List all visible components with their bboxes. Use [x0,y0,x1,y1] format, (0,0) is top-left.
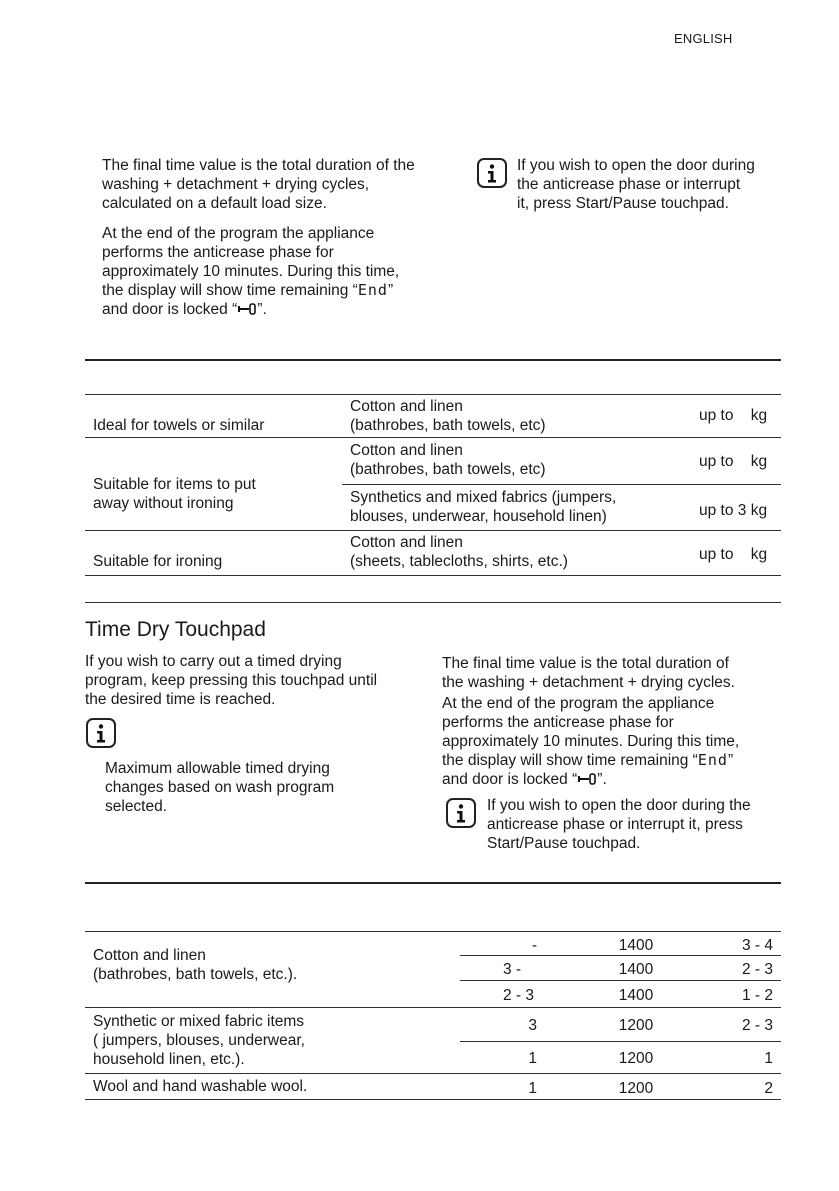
section-title: Time Dry Touchpad [85,618,266,641]
language-label: ENGLISH [674,31,733,46]
table-cell-spin-speed: 1400 [618,937,654,954]
door-lock-icon [237,301,257,313]
table-cell-fabric [350,533,568,571]
time-dry-left-info-text [105,759,405,816]
text-fragment: ” [727,752,734,769]
table-cell-drying-time: 3 - 4 [741,937,773,954]
row-divider [85,437,781,438]
table-cell-load: 1 [528,1050,537,1067]
info-icon [477,158,507,188]
info-icon [446,798,476,828]
table-cell-fabric [350,397,546,435]
top-left-paragraph-1 [102,156,462,213]
time-dry-right-info-text [487,796,787,853]
text-fragment: the display will show time remaining “ [102,282,358,299]
table-cell-load: up to kg [699,546,768,563]
text-line: Start/Pause touchpad. [487,835,641,852]
text-line: approximately 10 minutes. During this time, [442,733,740,750]
table-cell-use [93,475,256,513]
text-line: the desired time is reached. [85,691,276,708]
section-divider [85,602,781,603]
table-cell-load: up to kg [699,407,768,424]
text-line: At the end of the program the appliance [442,695,715,712]
end-display-symbol: End [697,751,728,769]
text-line: performs the anticrease phase for [442,714,674,731]
time-dry-right-paragraph-2 [442,694,782,789]
text-line: it, press Start/Pause touchpad. [517,195,729,212]
text-fragment: ” [387,282,394,299]
text-line: Synthetics and mixed fabrics (jumpers, [350,489,617,506]
row-divider [460,1041,781,1042]
end-display-symbol: End [357,281,388,299]
row-divider [85,1007,781,1008]
row-divider [460,955,781,956]
table-cell-spin-speed: 1200 [618,1017,654,1034]
table-cell-load: 3 - [503,961,522,978]
time-dry-right-paragraph-1 [442,654,782,692]
table-cell-fabric [350,441,546,479]
text-fragment: ”. [257,301,267,318]
table-cell-fabric-group [93,1012,305,1069]
text-line: (sheets, tablecloths, shirts, etc.) [350,553,568,570]
text-fragment: and door is locked “ [102,301,238,318]
text-line: washing + detachment + drying cycles, [102,176,370,193]
time-dry-left-paragraph [85,652,415,709]
table-cell-fabric-group [93,946,297,984]
text-line: program, keep pressing this touchpad until [85,672,378,689]
table-cell-load: 3 [528,1017,537,1034]
table-cell-drying-time: 2 - 3 [741,1017,773,1034]
text-line: blouses, underwear, household linen) [350,508,607,525]
text-line: (bathrobes, bath towels, etc) [350,461,546,478]
table-cell-spin-speed: 1400 [618,961,654,978]
text-line: Cotton and linen [350,534,463,551]
text-line: The final time value is the total duration of [442,655,729,672]
text-line: ( jumpers, blouses, underwear, [93,1032,305,1049]
row-divider [460,980,781,981]
table-cell-load: up to 3 kg [699,502,768,519]
text-line: approximately 10 minutes. During this time, [102,263,400,280]
text-line: the anticrease phase or interrupt [517,176,741,193]
text-line: Synthetic or mixed fabric items [93,1013,305,1030]
table-header-rule [85,931,781,932]
text-line: Cotton and linen [350,398,463,415]
table-cell-load: - [531,937,537,954]
text-line: If you wish to open the door during the [487,797,751,814]
text-line: Suitable for items to put [93,476,256,493]
text-line: household linen, etc.). [93,1051,245,1068]
text-line [102,300,462,319]
text-line: performs the anticrease phase for [102,244,334,261]
top-right-info-text [517,156,787,213]
text-fragment: and door is locked “ [442,771,578,788]
table-cell-fabric-group: Wool and hand washable wool. [93,1078,308,1095]
top-left-paragraph-2 [102,224,462,319]
table-header-rule [85,394,781,395]
table-cell-spin-speed: 1200 [618,1050,654,1067]
text-line: Maximum allowable timed drying [105,760,330,777]
door-lock-icon [577,771,597,783]
table-cell-load: up to kg [699,453,768,470]
text-line: changes based on wash program [105,779,335,796]
table-cell-drying-time: 1 - 2 [741,987,773,1004]
table-cell-load: 1 [528,1080,537,1097]
row-divider [342,484,781,485]
text-line: If you wish to open the door during [517,157,755,174]
text-line: If you wish to carry out a timed drying [85,653,342,670]
text-line: (bathrobes, bath towels, etc) [350,417,546,434]
text-line: anticrease phase or interrupt it, press [487,816,743,833]
table-cell-drying-time: 2 [764,1080,773,1097]
text-line: calculated on a default load size. [102,195,327,212]
table-cell-drying-time: 2 - 3 [741,961,773,978]
table-cell-spin-speed: 1400 [618,987,654,1004]
row-divider [85,1073,781,1074]
table-cell-load: 2 - 3 [503,987,535,1004]
table-top-rule [85,882,781,884]
text-line: At the end of the program the appliance [102,225,375,242]
text-line: the washing + detachment + drying cycles. [442,674,735,691]
table-cell-drying-time: 1 [764,1050,773,1067]
table-bottom-rule [85,575,781,576]
text-line: The final time value is the total duration of the [102,157,415,174]
info-icon [86,718,116,748]
table-cell-use: Suitable for ironing [93,553,223,570]
text-line: Cotton and linen [93,947,206,964]
text-line [442,751,782,770]
text-fragment: the display will show time remaining “ [442,752,698,769]
text-line: Cotton and linen [350,442,463,459]
text-line: away without ironing [93,495,234,512]
table-top-rule [85,359,781,361]
row-divider [85,530,781,531]
table-cell-fabric [350,488,616,526]
table-cell-spin-speed: 1200 [618,1080,654,1097]
text-line [102,281,462,300]
table-cell-use: Ideal for towels or similar [93,417,265,434]
table-bottom-rule [85,1099,781,1100]
text-fragment: ”. [597,771,607,788]
text-line: (bathrobes, bath towels, etc.). [93,966,298,983]
text-line [442,770,782,789]
text-line: selected. [105,798,168,815]
